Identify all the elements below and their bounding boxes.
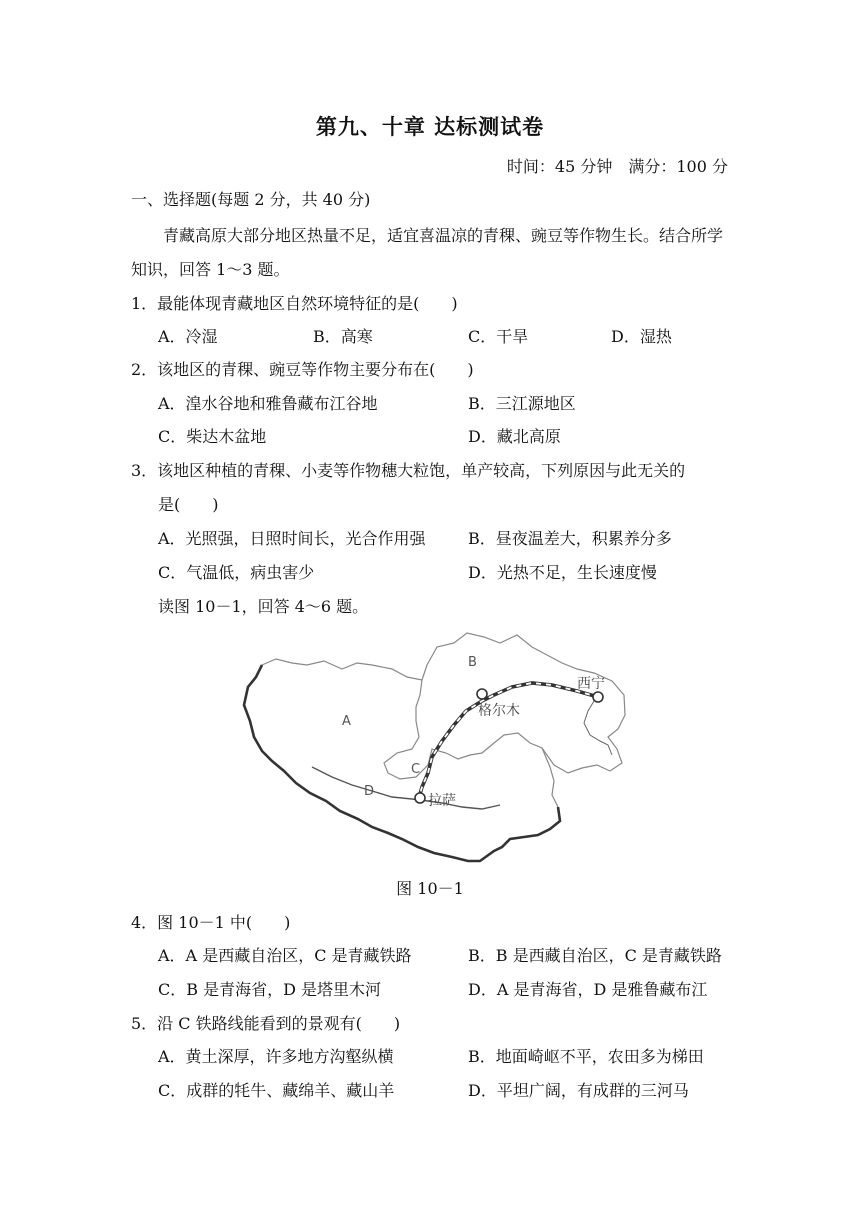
- question-1-option-b: B．高寒: [313, 327, 373, 346]
- question-5-option-d: D．平坦广阔，有成群的三河马: [468, 1081, 689, 1100]
- map-label-b: B: [468, 655, 477, 670]
- map-figure: [232, 625, 632, 875]
- question-3-option-b: B．昼夜温差大，积累养分多: [468, 529, 672, 548]
- map-city-golmud: 格尔木: [478, 703, 520, 719]
- question-4-stem: 4．图 10－1 中( ): [131, 913, 291, 932]
- question-1-option-d: D．湿热: [611, 327, 672, 346]
- question-5-stem: 5．沿 C 铁路线能看到的景观有( ): [131, 1014, 401, 1033]
- figure-caption: 图 10－1: [396, 879, 464, 898]
- question-2-option-d: D．藏北高原: [468, 427, 561, 446]
- question-2-option-c: C．柴达木盆地: [158, 427, 267, 446]
- intro-paragraph: 青藏高原大部分地区热量不足，适宜喜温凉的青稞、豌豆等作物生长。结合所学知识，回答 1～3 题。: [131, 226, 724, 279]
- golmud-marker: [477, 689, 487, 699]
- question-3-stem: 3．该地区种植的青稞、小麦等作物穗大粒饱，单产较高，下列原因与此无关的: [131, 461, 686, 480]
- question-3-option-d: D．光热不足，生长速度慢: [468, 563, 657, 582]
- question-3-option-a: A．光照强，日照时间长，光合作用强: [158, 529, 426, 548]
- tibet-east-border: [542, 748, 558, 807]
- question-1-option-c: C．干旱: [468, 327, 529, 346]
- map-label-c: C: [411, 762, 421, 777]
- tibet-qinghai-map: [232, 625, 632, 875]
- question-3-option-c: C．气温低，病虫害少: [158, 563, 315, 582]
- question-4-option-a: A．A 是西藏自治区，C 是青藏铁路: [158, 946, 412, 965]
- tibet-south-border: [244, 665, 560, 861]
- question-2-stem: 2．该地区的青稞、豌豆等作物主要分布在( ): [131, 360, 474, 379]
- question-4-option-c: C．B 是青海省，D 是塔里木河: [158, 980, 382, 999]
- river-east: [584, 701, 612, 755]
- figure-intro: 读图 10－1，回答 4～6 题。: [158, 597, 369, 616]
- question-3-stem-continued: 是( ): [158, 495, 219, 514]
- railway-c-dashes: [418, 683, 598, 801]
- question-5-option-c: C．成群的牦牛、藏绵羊、藏山羊: [158, 1081, 395, 1100]
- question-5-option-a: A．黄土深厚，许多地方沟壑纵横: [158, 1047, 394, 1066]
- map-label-d: D: [364, 784, 375, 799]
- river-d: [312, 767, 500, 809]
- exam-meta: 时间：45 分钟 满分：100 分: [506, 157, 728, 176]
- map-city-lhasa: 拉萨: [428, 793, 456, 809]
- xining-marker: [593, 692, 603, 702]
- question-1-stem: 1．最能体现青藏地区自然环境特征的是( ): [131, 294, 458, 313]
- tibet-north-border: [262, 659, 422, 680]
- section-heading: 一、选择题(每题 2 分，共 40 分): [131, 190, 371, 209]
- question-1-option-a: A．冷湿: [158, 327, 218, 346]
- question-2-option-b: B．三江源地区: [468, 394, 576, 413]
- page-title: 第九、十章 达标测试卷: [315, 115, 545, 139]
- question-4-option-d: D．A 是青海省，D 是雅鲁藏布江: [468, 980, 708, 999]
- question-2-option-a: A．湟水谷地和雅鲁藏布江谷地: [158, 394, 378, 413]
- map-city-xining: 西宁: [577, 676, 605, 692]
- lhasa-marker: [415, 793, 425, 803]
- map-label-a: A: [342, 714, 351, 729]
- railway-c-base: [418, 683, 598, 801]
- question-5-option-b: B．地面崎岖不平，农田多为梯田: [468, 1047, 704, 1066]
- question-4-option-b: B．B 是西藏自治区，C 是青藏铁路: [468, 946, 722, 965]
